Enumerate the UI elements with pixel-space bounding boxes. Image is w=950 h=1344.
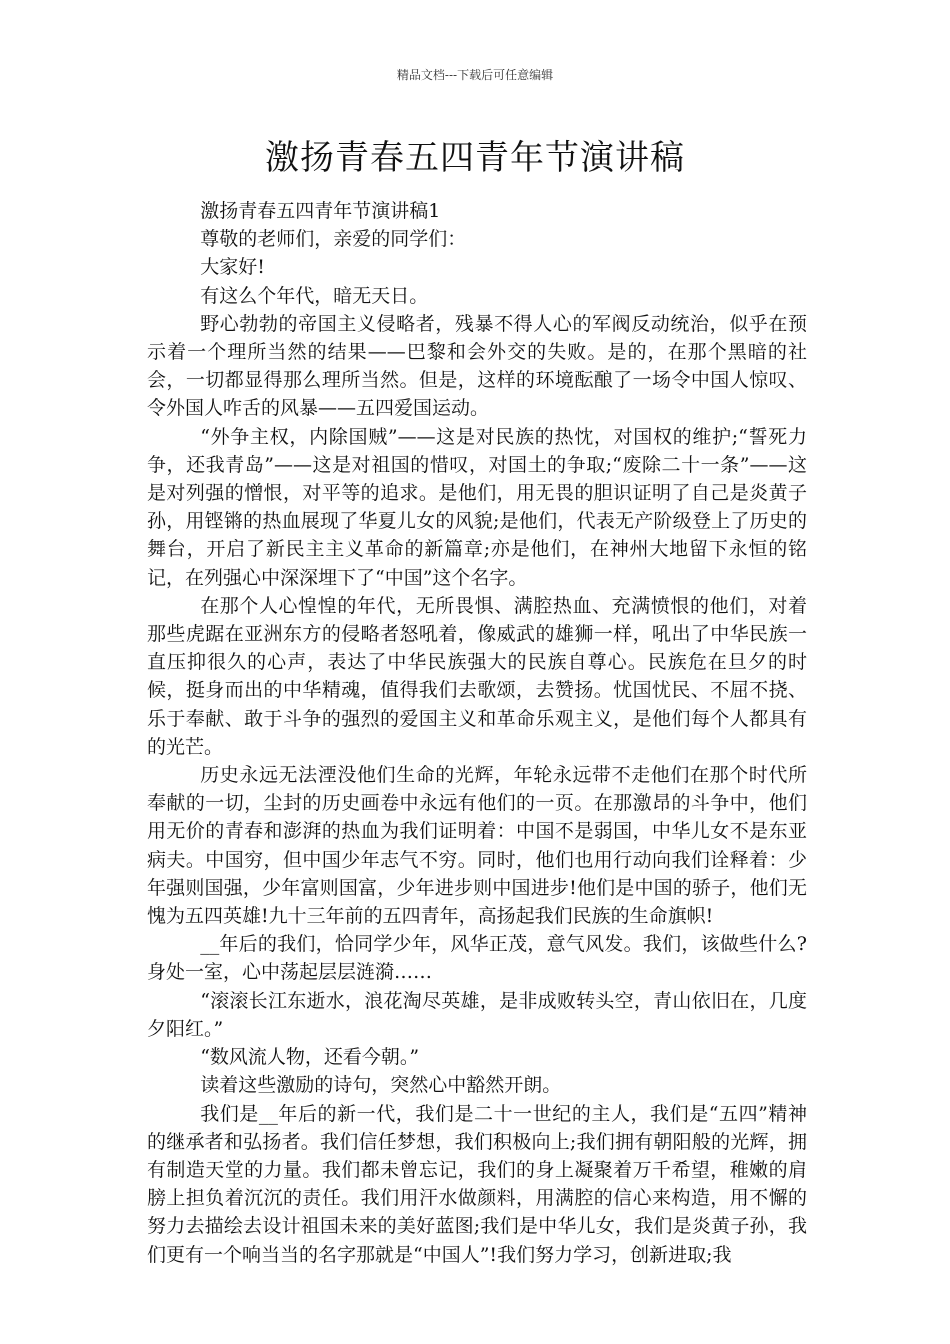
paragraph: 读着这些激励的诗句，突然心中豁然开朗。: [200, 1074, 562, 1097]
greeting: 大家好!: [200, 256, 265, 279]
opening-line: 有这么个年代，暗无天日。: [200, 284, 429, 307]
subtitle-line: 激扬青春五四青年节演讲稿1: [200, 200, 441, 222]
paragraph: __年后的我们，恰同学少年，风华正茂，意气风发。我们，该做些什么?身处一室，心中荡起层层涟漪……: [147, 933, 807, 984]
document-title: 激扬青春五四青年节演讲稿: [265, 138, 685, 178]
paragraph: 我们是__年后的新一代，我们是二十一世纪的主人，我们是“五四”精神的继承者和弘扬者。我们信任梦想，我们积极向上;我们拥有朝阳般的光辉，拥有制造天堂的力量。我们都未曾忘记，我们的身上凝聚着万千希望，稚嫩的肩膀上担负着沉沉的责任。我们用汗水做颜料，用满腔的信心来构造，用不懈的努力去描绘去设计祖国未来的美好蓝图;我们是中华儿女，我们是炎黄子孙，我们更有一个响当当的名字那就是“中国人”!我们努力学习，创新进取;我: [147, 1102, 807, 1266]
paragraph: “外争主权，内除国贼”——这是对民族的热忱，对国权的维护;“誓死力争，还我青岛”——这是对祖国的惜叹，对国土的争取;“废除二十一条”——这是对列强的憎恨，对平等的追求。是他们，用无畏的胆识证明了自己是炎黄子孙，用铿锵的热血展现了华夏儿女的风貌;是他们，代表无产阶级登上了历史的舞台，开启了新民主主义革命的新篇章;亦是他们，在神州大地留下永恒的铭记，在列强心中深深埋下了“中国”这个名字。: [147, 425, 807, 589]
salutation: 尊敬的老师们，亲爱的同学们：: [200, 228, 467, 251]
header-note: 精品文档---下载后可任意编辑: [396, 68, 554, 82]
quote-paragraph: “数风流人物，还看今朝。”: [200, 1046, 420, 1069]
quote-paragraph: “滚滚长江东逝水，浪花淘尽英雄，是非成败转头空，青山依旧在，几度夕阳红。”: [147, 989, 807, 1040]
paragraph: 野心勃勃的帝国主义侵略者，残暴不得人心的军阀反动统治，似乎在预示着一个理所当然的结果——巴黎和会外交的失败。是的，在那个黑暗的社会，一切都显得那么理所当然。但是，这样的环境酝酿了一场令中国人惊叹、令外国人咋舌的风暴——五四爱国运动。: [147, 312, 807, 420]
paragraph: 历史永远无法湮没他们生命的光辉，年轮永远带不走他们在那个时代所奉献的一切，尘封的历史画卷中永远有他们的一页。在那激昂的斗争中，他们用无价的青春和澎湃的热血为我们证明着：中国不是弱国，中华儿女不是东亚病夫。中国穷，但中国少年志气不穷。同时，他们也用行动向我们诠释着：少年强则国强，少年富则国富，少年进步则中国进步!他们是中国的骄子，他们无愧为五四英雄!九十三年前的五四青年，高扬起我们民族的生命旗帜!: [147, 764, 807, 928]
paragraph: 在那个人心惶惶的年代，无所畏惧、满腔热血、充满愤恨的他们，对着那些虎踞在亚洲东方的侵略者怒吼着，像威武的雄狮一样，吼出了中华民族一直压抑很久的心声，表达了中华民族强大的民族自尊心。民族危在旦夕的时候，挺身而出的中华精魂，值得我们去歌颂，去赞扬。忧国忧民、不屈不挠、乐于奉献、敢于斗争的强烈的爱国主义和革命乐观主义，是他们每个人都具有的光芒。: [147, 594, 807, 758]
document-body: [147, 197, 807, 1269]
